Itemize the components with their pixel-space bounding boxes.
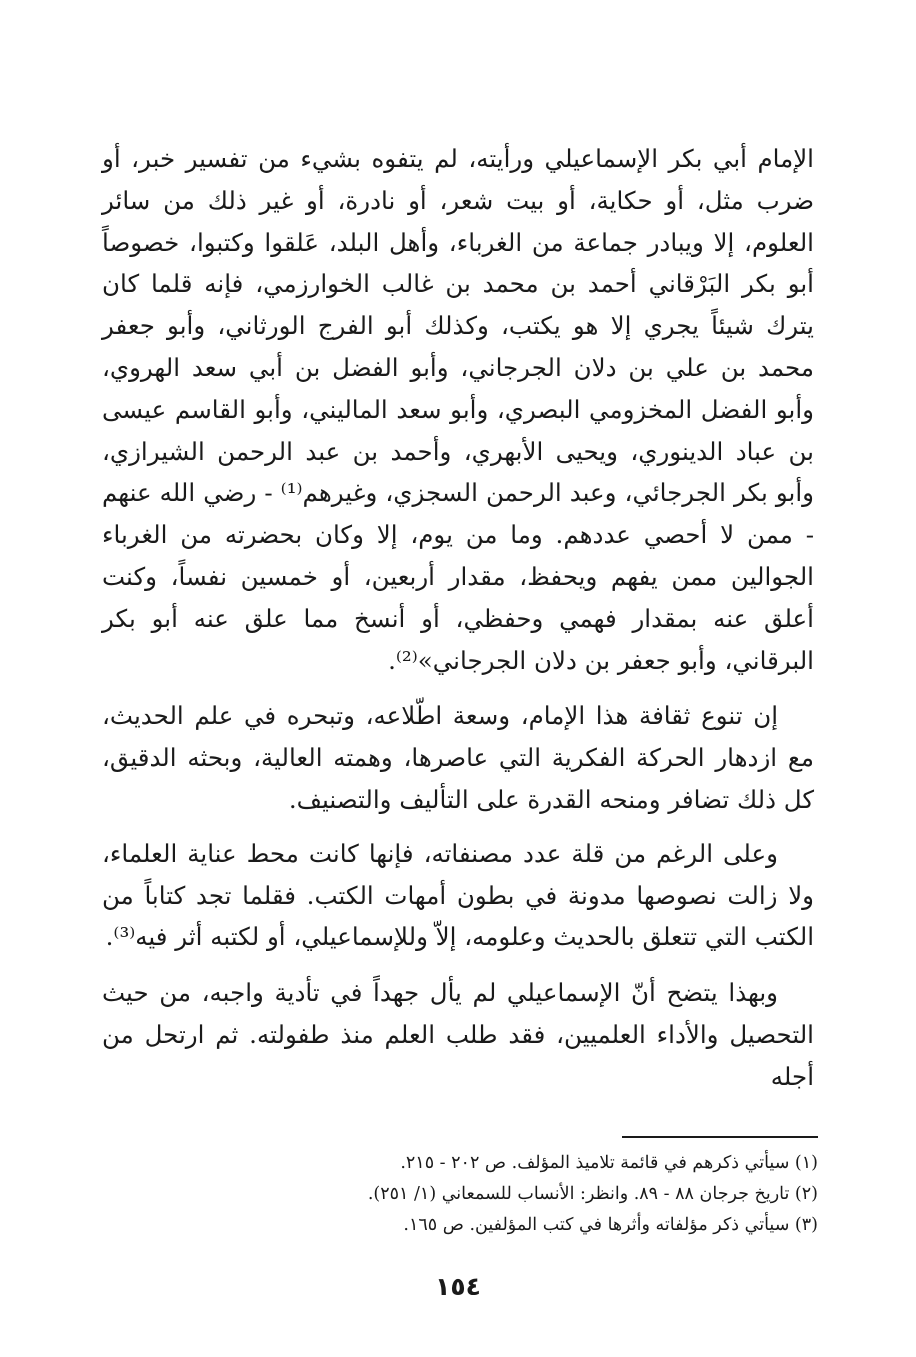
main-text — [102, 138, 814, 1098]
paragraph: وعلى الرغم من قلة عدد مصنفاته، فإنها كانت محط عناية العلماء، ولا زالت نصوصها مدونة في بطون أمهات الكتب. فقلما تجد كتاباً من الكتب التي تتعلق بالحديث وعلومه، إلاّ وللإسماعيلي، أو لكتبه أثر فيه⁽³⁾. — [102, 838, 814, 952]
page-number: ١٥٤ — [435, 1272, 481, 1301]
footnote: (١) سيأتي ذكرهم في قائمة تلاميذ المؤلف. ص ٢٠٢ - ٢١٥. — [400, 1153, 818, 1173]
footnote-separator — [622, 1136, 818, 1138]
paragraph: إن تنوع ثقافة هذا الإمام، وسعة اطّلاعه، وتبحره في علم الحديث، مع ازدهار الحركة الفكرية التي عاصرها، وهمته العالية، وبحثه الدقيق، كل ذلك تضافر ومنحه القدرة على التأليف والتصنيف. — [102, 701, 814, 814]
footnotes — [102, 1148, 818, 1241]
footnote: (٣) سيأتي ذكر مؤلفاته وأثرها في كتب المؤلفين. ص ١٦٥. — [403, 1215, 818, 1235]
footnote: (٢) تاريخ جرجان ٨٨ - ٨٩. وانظر: الأنساب للسمعاني (١/ ٢٥١). — [367, 1184, 818, 1204]
paragraph: الإمام أبي بكر الإسماعيلي ورأيته، لم يتفوه بشيء من تفسير خبر، أو ضرب مثل، أو حكاية، أو بيت شعر، أو نادرة، أو غير ذلك من سائر العلوم، إلا ويبادر جماعة من الغرباء، وأهل البلد، عَلقوا وكتبوا، خصوصاً أبو بكر البَرْقاني أحمد بن محمد بن غالب الخوارزمي، فإنه قلما كان يترك شيئاً يجري إلا هو يكتب، وكذلك أبو الفرج الورثاني، وأبو جعفر محمد بن علي بن دلان الجرجاني، وأبو الفضل بن أبي سعد الهروي، وأبو الفضل المخزومي البصري، وأبو سعد الماليني، وأبو القاسم عيسى بن عباد الدينوري، ويحيى الأبهري، وأحمد بن عبد الرحمن الشيرازي، وأبو بكر الجرجائي، وعبد الرحمن السجزي، وغيرهم⁽¹⁾ - رضي الله عنهم - ممن لا أحصي عددهم. وما من يوم، إلا وكان بحضرته من الغرباء الجوالين ممن يفهم ويحفظ، مقدار أربعين، أو خمسين نفساً، وكنت أعلق عنه بمقدار فهمي وحفظي، أو أنسخ مما علق عنه أبو بكر البرقاني، وأبو جعفر بن دلان الجرجاني»⁽²⁾. — [102, 144, 814, 675]
paragraph: وبهذا يتضح أنّ الإسماعيلي لم يأل جهداً في تأدية واجبه، من حيث التحصيل والأداء العلميين، فقد طلب العلم منذ طفولته. ثم ارتحل من أجله — [102, 978, 814, 1091]
